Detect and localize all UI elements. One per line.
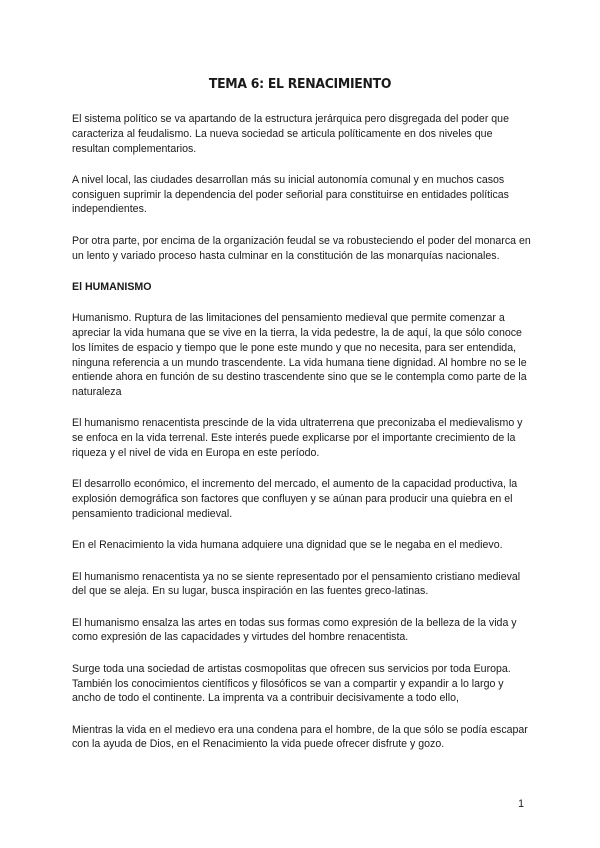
paragraph: El sistema político se va apartando de la estructura jerárquica pero disgregada del poder que caracteriza al feudalismo. La nueva sociedad se articula políticamente en dos niveles que resultan complementarios. [72,113,509,155]
page-title: TEMA 6: EL RENACIMIENTO [208,76,392,92]
paragraph: Por otra parte, por encima de la organización feudal se va robusteciendo el poder del monarca en un lento y variado proceso hasta culminar en la constitución de las monarquías nacionales. [72,234,531,262]
page-number: 1 [518,798,524,810]
paragraph: A nivel local, las ciudades desarrollan más su inicial autonomía comunal y en muchos casos consiguen suprimir la dependencia del poder señorial para constituirse en entidades políticas independientes. [72,173,509,216]
paragraph: Humanismo. Ruptura de las limitaciones del pensamiento medieval que permite comenzar a apreciar la vida humana que se vive en la tierra, la vida pedestre, la de aquí, la que sólo conoce los límites de espacio y tiempo que le pone este mundo y que no necesita, para ser entendida, ninguna referencia a un mundo trascendente. La vida humana tiene dignidad. Al hombre no se le entiende ahora en función de su destino trascendente sino que se le contempla como parte de la naturaleza [72,312,527,399]
paragraph: El desarrollo económico, el incremento del mercado, el aumento de la capacidad productiva, la explosión demográfica son factores que confluyen y se aúnan para producir una quiebra en el pensamiento tradicional medieval. [72,478,518,520]
paragraph: El humanismo ensalza las artes en todas sus formas como expresión de la belleza de la vida y como expresión de las capacidades y virtudes del hombre renacentista. [72,616,517,644]
paragraph: El humanismo renacentista ya no se siente representado por el pensamiento cristiano medieval del que se aleja. En su lugar, busca inspiración en las fuentes greco-latinas. [72,570,521,598]
document-body [72,112,532,769]
paragraph: En el Renacimiento la vida humana adquiere una dignidad que se le negaba en el medievo. [72,539,503,552]
section-heading: El HUMANISMO [72,280,152,293]
paragraph: Mientras la vida en el medievo era una condena para el hombre, de la que sólo se podía escapar con la ayuda de Dios, en el Renacimiento la vida puede ofrecer disfrute y gozo. [72,723,528,751]
paragraph: El humanismo renacentista prescinde de la vida ultraterrena que preconizaba el medievalismo y se enfoca en la vida terrenal. Este interés puede explicarse por el importante crecimiento de la riqueza y el nivel de vida en Europa en este período. [72,417,523,460]
paragraph: Surge toda una sociedad de artistas cosmopolitas que ofrecen sus servicios por toda Europa. También los conocimientos científicos y filosóficos se van a compartir y expandir a lo largo y ancho de todo el continente. La imprenta va a contribuir decisivamente a todo ello, [72,662,511,705]
